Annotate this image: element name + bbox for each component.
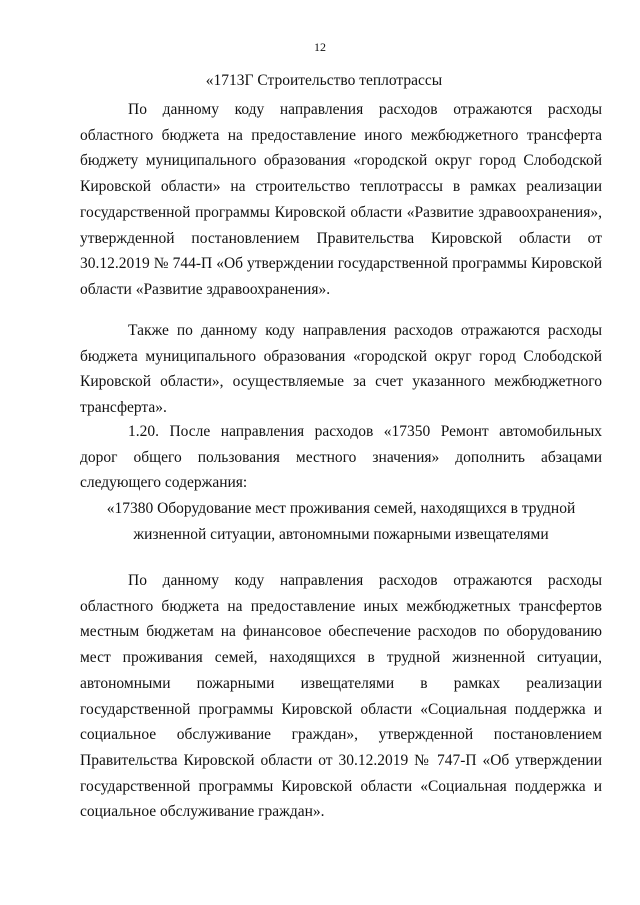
paragraph-1713g-municipal: Также по данному коду направления расходов отражаются расходы бюджета муниципального образования «городской округ город Слободской Кировской области», осуществляемые за счет указанного межбюджетного трансферта». — [80, 322, 602, 417]
paragraph-1713g-description: По данному коду направления расходов отражаются расходы областного бюджета на предоставление иного межбюджетного трансферта бюджету муниципального образования «городской округ город Слободской Кировской области» на строительство теплотрассы в рамках реализации государственной программы Кировской области «Развитие здравоохранения», утвержденной постановлением Правительства Кировской области от 30.12.2019 № 744-П «Об утверждении государственной программы Кировской области «Развитие здравоохранения». — [80, 101, 602, 298]
page-number: 12 — [314, 40, 326, 54]
paragraph-amendment-1-20: 1.20. После направления расходов «17350 Ремонт автомобильных дорог общего пользования местного значения» дополнить абзацами следующего содержания: — [80, 423, 602, 492]
section-heading-17380: «17380 Оборудование мест проживания семей, находящихся в трудной жизненной ситуации, автономными пожарными извещателями — [106, 500, 576, 543]
paragraph-17380-description: По данному коду направления расходов отражаются расходы областного бюджета на предоставление иных межбюджетных трансфертов местным бюджетам на финансовое обеспечение расходов по оборудованию мест проживания семей, находящихся в трудной жизненной ситуации, автономными пожарными извещателями в рамках реализации государственной программы Кировской области «Социальная поддержка и социальное обслуживание граждан», утвержденной постановлением Правительства Кировской области от 30.12.2019 № 747-П «Об утверждении государственной программы Кировской области «Социальная поддержка и социальное обслуживание граждан». — [80, 572, 602, 821]
section-heading-1713g: «1713Г Строительство теплотрассы — [205, 72, 443, 89]
